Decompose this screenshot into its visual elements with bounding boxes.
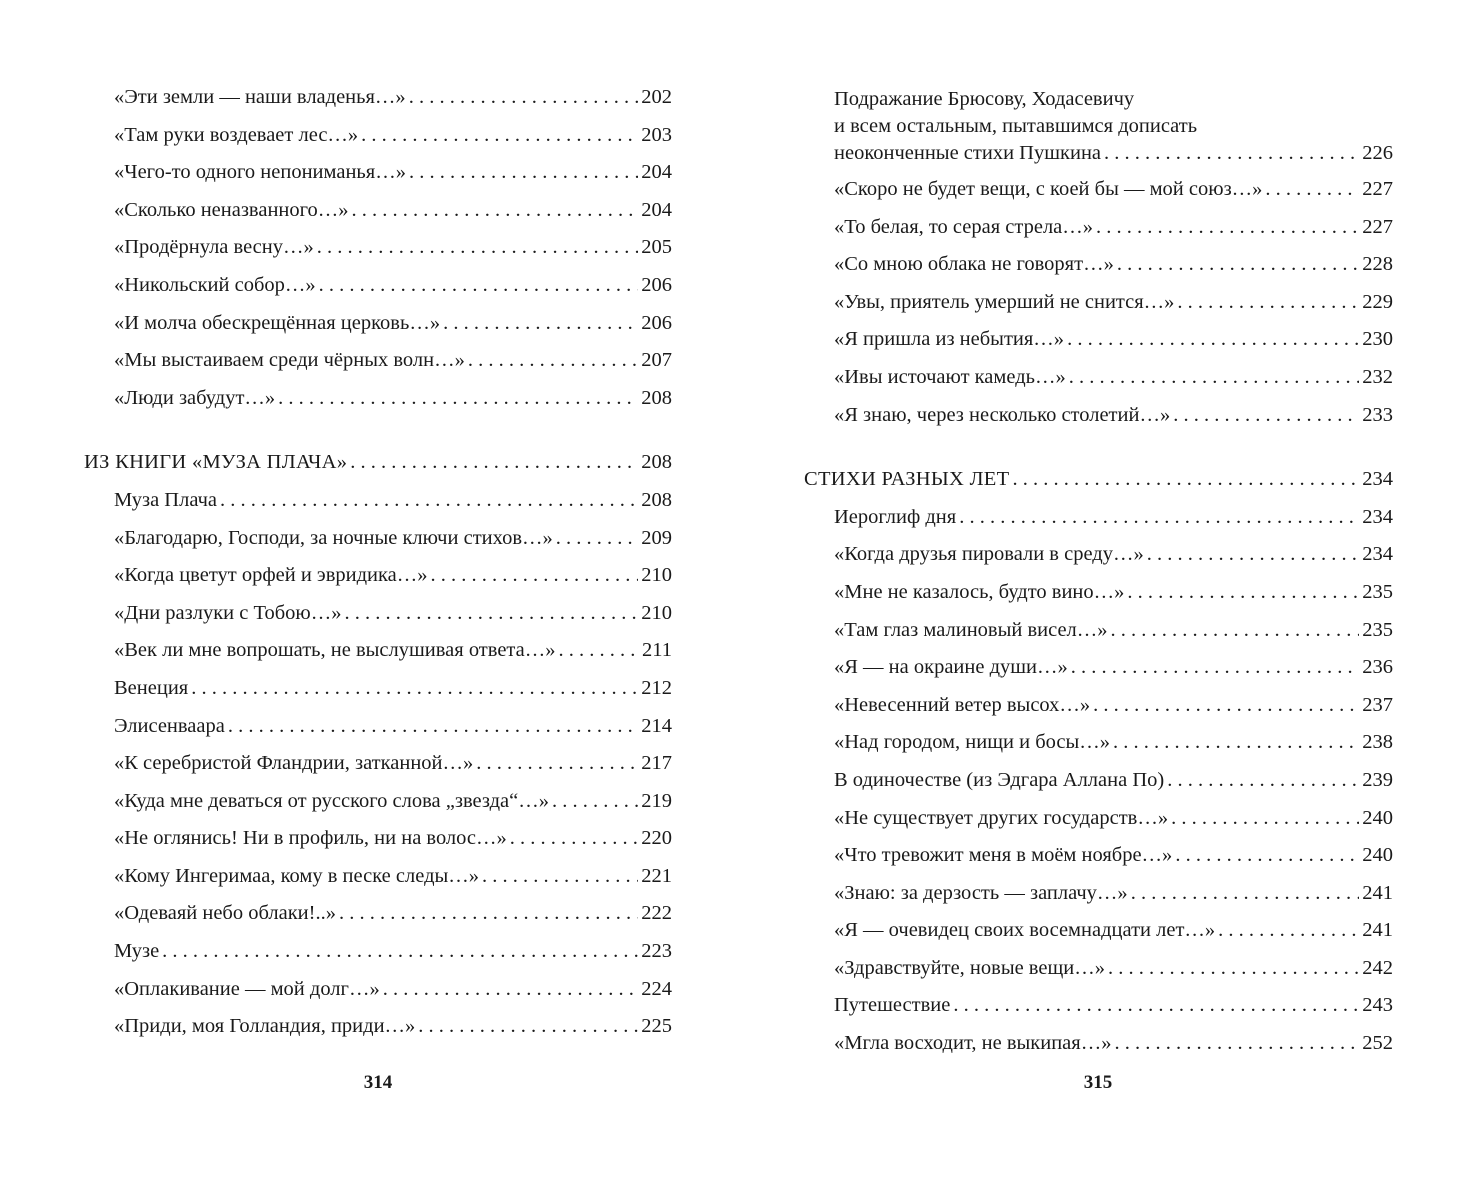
table-of-contents — [84, 84, 672, 1051]
dot-leader — [476, 750, 638, 777]
entry-title: Венеция — [114, 676, 189, 699]
entry-title: «Сколько неназванного…» — [114, 198, 349, 221]
entry-title: «То белая, то серая стрела…» — [834, 215, 1094, 238]
dot-leader — [443, 310, 638, 337]
toc-entry — [804, 692, 1393, 730]
entry-page-number: 234 — [1362, 505, 1393, 528]
toc-entry — [84, 600, 672, 638]
toc-entry — [84, 900, 672, 938]
dot-leader — [468, 347, 638, 374]
toc-entry — [804, 880, 1393, 918]
toc-entry — [84, 863, 672, 901]
entry-page-number: 210 — [641, 564, 672, 587]
toc-entry — [84, 637, 672, 675]
dot-leader — [220, 487, 638, 514]
dot-leader — [409, 84, 639, 111]
toc-entry — [804, 767, 1393, 805]
section-title: ИЗ КНИГИ «МУЗА ПЛАЧА» — [84, 451, 348, 474]
entry-page-number: 214 — [641, 714, 672, 737]
dot-leader — [361, 122, 638, 149]
page-folio: 315 — [1083, 1072, 1113, 1093]
entry-title: «Куда мне деваться от русского слова „звезда“…» — [114, 789, 549, 812]
entry-title: «Эти земли — наши владенья…» — [114, 86, 406, 108]
entry-page-number: 225 — [641, 1015, 672, 1038]
dot-leader — [1114, 1030, 1359, 1057]
toc-entry — [84, 487, 672, 525]
entry-title: Иероглиф дня — [834, 505, 957, 528]
entry-page-number: 217 — [641, 752, 672, 775]
dot-leader — [418, 1013, 638, 1040]
entry-page-number: 224 — [641, 977, 672, 1000]
entry-page-number: 227 — [1362, 215, 1393, 238]
dot-leader — [1067, 326, 1359, 353]
entry-page-number: 237 — [1362, 693, 1393, 716]
entry-page-number: 204 — [641, 161, 672, 184]
entry-title: «Никольский собор…» — [114, 273, 316, 296]
toc-entry — [84, 976, 672, 1014]
entry-page-number: 219 — [641, 789, 672, 812]
toc-entry — [804, 955, 1393, 993]
entry-page-number: 236 — [1362, 656, 1393, 679]
dot-leader — [339, 900, 638, 927]
dot-leader — [1104, 140, 1359, 167]
toc-entry — [804, 289, 1393, 327]
entry-title: «Что тревожит меня в моём ноябре…» — [834, 844, 1173, 867]
toc-entry — [84, 675, 672, 713]
entry-title: «Не оглянись! Ни в профиль, ни на волос…» — [114, 827, 507, 850]
section-page-number: 208 — [641, 451, 672, 474]
dot-leader — [1093, 692, 1359, 719]
entry-page-number: 211 — [642, 639, 672, 662]
entry-page-number: 203 — [641, 123, 672, 146]
dot-leader — [352, 197, 639, 224]
dot-leader — [228, 713, 638, 740]
entry-page-number: 208 — [641, 488, 672, 511]
right-page — [738, 0, 1477, 1182]
dot-leader — [317, 234, 638, 261]
entry-page-number: 240 — [1362, 806, 1393, 829]
entry-title: «Люди забудут…» — [114, 386, 276, 409]
entry-title-line: и всем остальным, пытавшимся дописать — [834, 115, 1198, 137]
dot-leader — [556, 525, 638, 552]
dot-leader — [162, 938, 638, 965]
entry-page-number: 209 — [641, 526, 672, 549]
toc-entry — [804, 251, 1393, 289]
entry-title-line: Подражание Брюсову, Ходасевичу — [834, 88, 1135, 110]
entry-title: «Над городом, нищи и босы…» — [834, 731, 1111, 754]
entry-page-number: 204 — [641, 198, 672, 221]
dot-leader — [1173, 402, 1359, 429]
entry-page-number: 223 — [641, 940, 672, 963]
entry-page-number: 238 — [1362, 731, 1393, 754]
toc-entry — [84, 525, 672, 563]
toc-entry — [804, 364, 1393, 402]
entry-title: «Там глаз малиновый висел…» — [834, 618, 1108, 641]
dot-leader — [552, 788, 638, 815]
toc-entry — [804, 617, 1393, 655]
dot-leader — [1012, 466, 1359, 493]
toc-entry — [804, 504, 1393, 542]
section-heading — [804, 466, 1393, 504]
entry-title: «Я знаю, через несколько столетий…» — [834, 403, 1171, 426]
toc-entry — [804, 541, 1393, 579]
toc-entry — [804, 992, 1393, 1030]
dot-leader — [1108, 955, 1359, 982]
toc-entry — [84, 234, 672, 272]
entry-title: «Дни разлуки с Тобою…» — [114, 601, 342, 624]
dot-leader — [1175, 842, 1359, 869]
dot-leader — [1127, 579, 1359, 606]
toc-entry — [84, 197, 672, 235]
section-title: СТИХИ РАЗНЫХ ЛЕТ — [804, 468, 1010, 491]
entry-title: «Скоро не будет вещи, с коей бы — мой союз…» — [834, 178, 1263, 200]
entry-title: «Там руки воздевает лес…» — [114, 123, 359, 146]
page-folio: 314 — [363, 1072, 393, 1093]
dot-leader — [1069, 364, 1360, 391]
dot-leader — [191, 675, 638, 702]
dot-leader — [383, 976, 639, 1003]
dot-leader — [1167, 767, 1359, 794]
entry-title: «Я — очевидец своих восемнадцати лет…» — [834, 919, 1216, 942]
entry-title: «Чего-то одного непониманья…» — [114, 161, 406, 184]
toc-entry — [804, 805, 1393, 843]
toc-entry — [804, 579, 1393, 617]
entry-page-number: 240 — [1362, 844, 1393, 867]
entry-title: «Когда друзья пировали в среду…» — [834, 543, 1144, 566]
dot-leader — [959, 504, 1359, 531]
entry-title: «Со мною облака не говорят…» — [834, 253, 1114, 276]
entry-title: «Приди, моя Голландия, приди…» — [114, 1015, 416, 1038]
dot-leader — [1096, 214, 1359, 241]
entry-title: «Увы, приятель умерший не снится…» — [834, 290, 1175, 313]
dot-leader — [1071, 654, 1359, 681]
dot-leader — [431, 562, 639, 589]
toc-entry — [804, 326, 1393, 364]
toc-entry — [84, 938, 672, 976]
entry-page-number: 207 — [641, 349, 672, 372]
entry-title: «Кому Ингеримаа, кому в песке следы…» — [114, 864, 480, 887]
section-page-number: 234 — [1362, 468, 1393, 491]
toc-entry — [804, 176, 1393, 214]
entry-page-number: 221 — [641, 864, 672, 887]
entry-title: «Мы выстаиваем среди чёрных волн…» — [114, 349, 465, 372]
entry-page-number: 202 — [641, 86, 672, 108]
entry-page-number: 241 — [1362, 881, 1393, 904]
entry-title: «Я пришла из небытия…» — [834, 328, 1065, 351]
dot-leader — [482, 863, 638, 890]
dot-leader — [344, 600, 638, 627]
entry-page-number: 229 — [1362, 290, 1393, 313]
toc-entry — [84, 825, 672, 863]
entry-title: В одиночестве (из Эдгара Аллана По) — [834, 768, 1165, 791]
entry-title: Муза Плача — [114, 488, 218, 511]
entry-title: «Одеваяй небо облаки!..» — [114, 902, 336, 925]
dot-leader — [409, 159, 638, 186]
dot-leader — [1177, 289, 1359, 316]
table-of-contents — [804, 84, 1393, 1068]
entry-title: Музе — [114, 940, 160, 963]
entry-page-number: 233 — [1362, 403, 1393, 426]
toc-entry — [804, 654, 1393, 692]
dot-leader — [1111, 617, 1360, 644]
toc-entry — [84, 122, 672, 160]
entry-page-number: 208 — [641, 386, 672, 409]
dot-leader — [319, 272, 639, 299]
entry-title: «Не существует других государств…» — [834, 806, 1169, 829]
entry-title: «Благодарю, Господи, за ночные ключи стихов…» — [114, 526, 553, 549]
toc-entry — [84, 310, 672, 348]
toc-entry — [84, 750, 672, 788]
toc-entry — [84, 347, 672, 385]
entry-title: «Мне не казалось, будто вино…» — [834, 580, 1125, 603]
dot-leader — [1147, 541, 1360, 568]
toc-entry — [804, 729, 1393, 767]
entry-page-number: 242 — [1362, 956, 1393, 979]
section-heading — [84, 449, 672, 487]
toc-entry — [84, 562, 672, 600]
entry-title: «Здравствуйте, новые вещи…» — [834, 956, 1105, 979]
entry-page-number: 234 — [1362, 543, 1393, 566]
toc-entry — [84, 385, 672, 423]
entry-title: «Невесенний ветер высох…» — [834, 693, 1091, 716]
entry-page-number: 243 — [1362, 994, 1393, 1017]
entry-page-number: 206 — [641, 273, 672, 296]
entry-title: Элисенваара — [114, 714, 225, 737]
entry-page-number: 220 — [641, 827, 672, 850]
toc-entry — [84, 1013, 672, 1051]
entry-title: «Оплакивание — мой долг…» — [114, 977, 380, 1000]
dot-leader — [1265, 176, 1359, 203]
entry-title: неоконченные стихи Пушкина — [834, 142, 1102, 164]
entry-title: «Мгла восходит, не выкипая…» — [834, 1032, 1112, 1055]
dot-leader — [1117, 251, 1359, 278]
dot-leader — [1113, 729, 1359, 756]
entry-page-number: 235 — [1362, 618, 1393, 641]
entry-title: «Знаю: за дерзость — заплачу…» — [834, 881, 1128, 904]
entry-page-number: 235 — [1362, 580, 1393, 603]
toc-entry — [804, 917, 1393, 955]
dot-leader — [1171, 805, 1359, 832]
toc-entry — [84, 84, 672, 122]
entry-page-number: 210 — [641, 601, 672, 624]
entry-page-number: 228 — [1362, 253, 1393, 276]
entry-page-number: 206 — [641, 311, 672, 334]
entry-page-number: 227 — [1362, 178, 1393, 200]
entry-page-number: 230 — [1362, 328, 1393, 351]
entry-title: «Ивы источают камедь…» — [834, 365, 1066, 388]
entry-page-number: 239 — [1362, 768, 1393, 791]
entry-title: «И молча обескрещённая церковь…» — [114, 311, 441, 334]
toc-entry — [84, 788, 672, 826]
dot-leader — [558, 637, 639, 664]
entry-page-number: 232 — [1362, 365, 1393, 388]
multiline-entry — [804, 86, 1393, 167]
dot-leader — [953, 992, 1359, 1019]
toc-entry — [84, 272, 672, 310]
entry-page-number: 241 — [1362, 919, 1393, 942]
entry-page-number: 222 — [641, 902, 672, 925]
entry-page-number: 226 — [1362, 142, 1393, 164]
entry-last-line — [834, 140, 1393, 167]
entry-title: «Продёрнула весну…» — [114, 236, 314, 259]
dot-leader — [350, 449, 638, 476]
entry-page-number: 252 — [1362, 1032, 1393, 1055]
entry-title: «Век ли мне вопрошать, не выслушивая ответа…» — [114, 639, 556, 662]
dot-leader — [1131, 880, 1360, 907]
toc-entry — [804, 214, 1393, 252]
dot-leader — [1218, 917, 1359, 944]
entry-page-number: 212 — [641, 676, 672, 699]
entry-title: Путешествие — [834, 994, 951, 1017]
entry-title: «Я — на окраине души…» — [834, 656, 1068, 679]
toc-entry — [804, 842, 1393, 880]
toc-entry — [804, 1030, 1393, 1068]
entry-title: «К серебристой Фландрии, затканной…» — [114, 752, 474, 775]
toc-entry — [84, 713, 672, 751]
entry-page-number: 205 — [641, 236, 672, 259]
toc-entry — [804, 402, 1393, 440]
left-page — [0, 0, 738, 1182]
entry-title: «Когда цветут орфей и эвридика…» — [114, 564, 428, 587]
dot-leader — [278, 385, 638, 412]
toc-entry — [84, 159, 672, 197]
dot-leader — [510, 825, 638, 852]
